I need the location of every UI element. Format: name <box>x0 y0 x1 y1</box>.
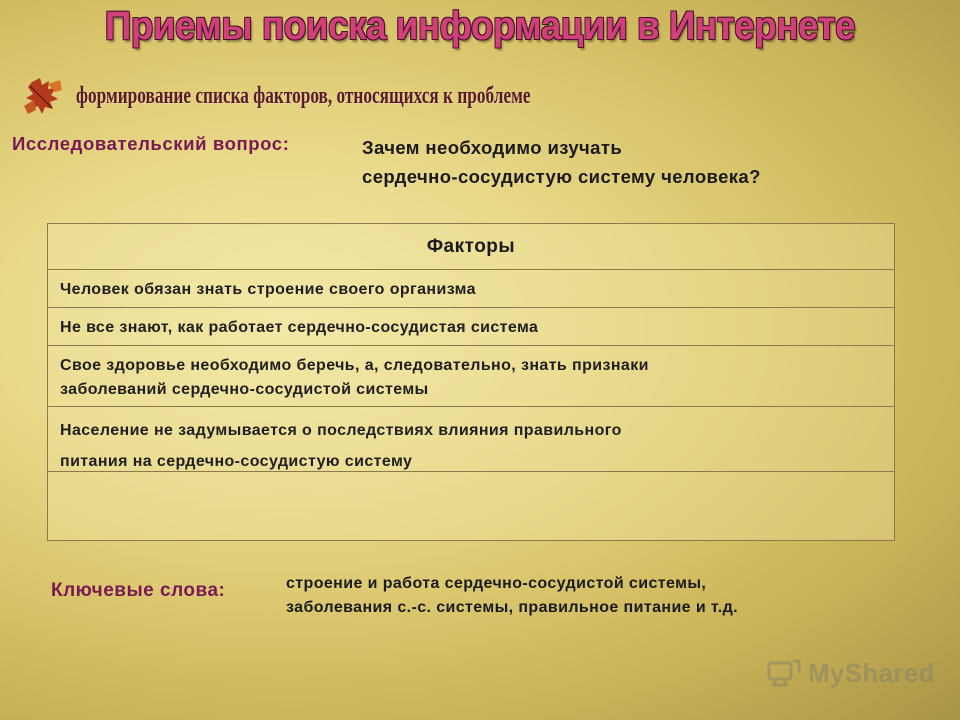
research-question-text <box>362 133 761 191</box>
factor-row <box>48 346 894 407</box>
research-question-line: Зачем необходимо изучать <box>362 137 623 158</box>
watermark-text: MyShared <box>808 657 935 688</box>
subtitle-row <box>22 74 707 118</box>
slide-title: Приемы поиска информации в Интернете <box>104 4 856 48</box>
factor-text: питания на сердечно-сосудистую систему <box>60 453 413 470</box>
factor-text: заболеваний сердечно-сосудистой системы <box>60 381 429 398</box>
factor-text: Население не задумывается о последствиях влияния правильного <box>60 422 622 439</box>
research-question-label: Исследовательский вопрос: <box>12 133 290 154</box>
factor-row <box>48 407 894 472</box>
factor-row-empty <box>48 472 894 542</box>
keywords-line: заболевания с.-с. системы, правильное питание и т.д. <box>286 599 738 616</box>
myshared-logo-icon <box>766 655 802 691</box>
keywords-label: Ключевые слова: <box>51 580 226 601</box>
factors-table <box>47 223 895 541</box>
subtitle: формирование списка факторов, относящихся к проблеме <box>76 82 531 109</box>
factor-text: Человек обязан знать строение своего организма <box>60 281 476 298</box>
factor-row <box>48 308 894 346</box>
keywords-line: строение и работа сердечно-сосудистой системы, <box>286 575 707 592</box>
research-question-line: сердечно-сосудистую систему человека? <box>362 166 761 187</box>
watermark <box>766 655 935 691</box>
factor-text: Не все знают, как работает сердечно-сосудистая система <box>60 319 539 336</box>
keywords-text <box>286 572 738 620</box>
factors-header: Факторы <box>48 224 894 270</box>
factor-text: Свое здоровье необходимо беречь, а, следовательно, знать признаки <box>60 357 649 374</box>
factor-row <box>48 270 894 308</box>
autumn-leaf-icon <box>22 76 68 116</box>
